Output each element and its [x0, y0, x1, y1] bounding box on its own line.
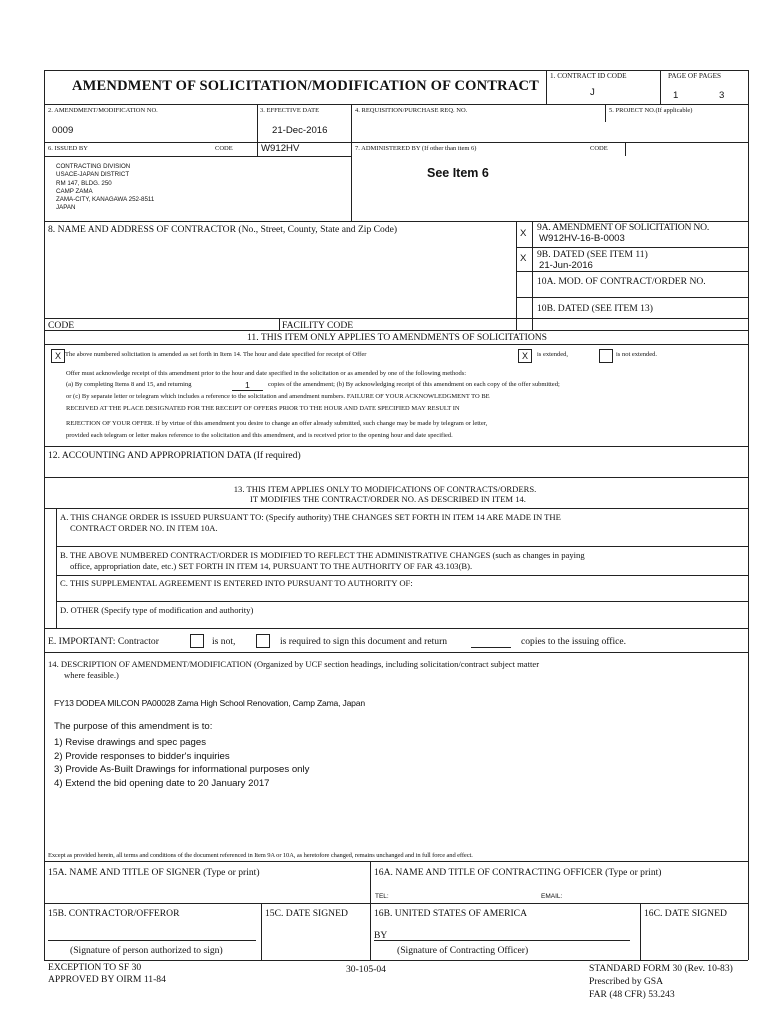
issuer-address-line: RM 147, BLDG. 250: [56, 179, 112, 187]
issued-by-code-label: CODE: [215, 145, 233, 152]
copies-underline: [471, 647, 511, 648]
code-row-label: CODE: [48, 320, 75, 331]
administered-by-label: 7. ADMINISTERED BY (If other than item 6): [355, 145, 477, 152]
item9a-checkbox[interactable]: X: [520, 228, 527, 239]
purpose-item: 3) Provide As-Built Drawings for informational purposes only: [54, 764, 310, 775]
item13-heading: IT MODIFIES THE CONTRACT/ORDER NO. AS DESCRIBED IN ITEM 14.: [250, 494, 526, 504]
purpose-item: 2) Provide responses to bidder's inquiries: [54, 750, 230, 762]
footer-far: FAR (48 CFR) 53.243: [589, 989, 675, 1000]
purpose-list: [54, 736, 309, 790]
copies-returned-underline: [232, 390, 263, 391]
item16a-label: 16A. NAME AND TITLE OF CONTRACTING OFFICER (Type or print): [374, 867, 662, 878]
project-no-label: 5. PROJECT NO.(If applicable): [609, 107, 693, 114]
effective-date: 21-Dec-2016: [272, 125, 328, 136]
see-item-6: See Item 6: [427, 166, 489, 180]
is-extended-label: is extended,: [537, 351, 569, 358]
item11-heading: 11. THIS ITEM ONLY APPLIES TO AMENDMENTS OF SOLICITATIONS: [246, 332, 548, 343]
offer-instructions-line: copies of the amendment; (b) By acknowledging receipt of this amendment on each copy of the offer submitted;: [268, 381, 560, 388]
issuer-address-line: JAPAN: [56, 204, 76, 212]
footer-exception: EXCEPTION TO SF 30: [48, 962, 142, 973]
issuer-address-line: USACE-JAPAN DISTRICT: [56, 171, 130, 179]
item9b-label: 9B. DATED (SEE ITEM 11): [537, 249, 648, 260]
item14-label: 14. DESCRIPTION OF AMENDMENT/MODIFICATION (Organized by UCF section headings, including solicitation/contract subject matter: [48, 659, 540, 669]
signature-person-caption: (Signature of person authorized to sign): [70, 945, 223, 956]
purpose-intro: The purpose of this amendment is to:: [54, 721, 213, 732]
description-title: FY13 DODEA MILCON PA00028 Zama High School Renovation, Camp Zama, Japan: [54, 698, 365, 708]
issuer-address-line: ZAMA-CITY, KANAGAWA 252-8511: [56, 196, 155, 204]
issuer-address-line: CAMP ZAMA: [56, 187, 93, 195]
is-not-checkbox[interactable]: [190, 634, 204, 648]
email-label: EMAIL:: [541, 893, 563, 900]
item13a-text: CONTRACT ORDER NO. IN ITEM 10A.: [70, 523, 218, 533]
offer-instructions-line: provided each telegram or letter makes reference to the solicitation and this amendment, and is received prior to the opening hour and date specified.: [66, 432, 453, 439]
amendment-no: 0009: [52, 125, 74, 136]
offer-instructions-line: REJECTION OF YOUR OFFER. If by virtue of this amendment you desire to change an offer already submitted, such change may be made by telegram or letter,: [66, 420, 488, 427]
item13c-text: C. THIS SUPPLEMENTAL AGREEMENT IS ENTERED INTO PURSUANT TO AUTHORITY OF:: [60, 578, 413, 588]
item14-label: where feasible.): [64, 670, 119, 680]
footer-form-number: 30-105-04: [346, 964, 386, 975]
signature-officer-caption: (Signature of Contracting Officer): [397, 945, 529, 956]
contract-id-code: J: [590, 87, 595, 98]
contractor-label: 8. NAME AND ADDRESS OF CONTRACTOR (No., Street, County, State and Zip Code): [48, 224, 398, 235]
item13-heading: 13. THIS ITEM APPLIES ONLY TO MODIFICATIONS OF CONTRACTS/ORDERS.: [233, 484, 537, 494]
issued-by-code: W912HV: [261, 143, 300, 154]
item-e-label: E. IMPORTANT: Contractor: [48, 636, 159, 647]
page-of-pages-label: PAGE OF PAGES: [668, 72, 721, 80]
copies-label: copies to the issuing office.: [521, 636, 627, 647]
offer-instructions-line: Offer must acknowledge receipt of this amendment prior to the hour and date specified in the solicitation or as amended by one of the following methods:: [66, 370, 467, 377]
footer-prescribed: Prescribed by GSA: [589, 976, 664, 987]
item15c-label: 15C. DATE SIGNED: [265, 908, 348, 919]
is-required-label: is required to sign this document and return: [280, 636, 448, 647]
officer-signature-line[interactable]: [374, 940, 630, 941]
issuer-address: [56, 163, 154, 213]
requisition-label: 4. REQUISITION/PURCHASE REQ. NO.: [355, 107, 468, 114]
purpose-item: 4) Extend the bid opening date to 20 January 2017: [54, 777, 270, 789]
item16b-label: 16B. UNITED STATES OF AMERICA: [374, 908, 528, 919]
offer-instructions-line: or (c) By separate letter or telegram which includes a reference to the solicitation and amendment numbers. FAILURE OF YOUR ACKNOWLEDGMENT TO BE: [66, 393, 490, 400]
is-extended-checkbox[interactable]: X: [518, 349, 532, 363]
offer-instructions-line: (a) By completing Items 8 and 15, and returning: [66, 381, 192, 388]
item11-checkbox[interactable]: X: [51, 349, 65, 363]
page-total: 3: [719, 90, 725, 101]
item13b-text: office, appropriation date, etc.) SET FORTH IN ITEM 14, PURSUANT TO THE AUTHORITY OF FAR 43.103(B).: [70, 561, 473, 571]
item16c-label: 16C. DATE SIGNED: [644, 908, 727, 919]
item9b-value: 21-Jun-2016: [539, 260, 593, 271]
item11-text: The above numbered solicitation is amended as set forth in Item 14. The hour and date specified for receipt of Offer: [65, 351, 367, 358]
is-not-extended-label: is not extended.: [616, 351, 657, 358]
is-not-label: is not,: [212, 636, 236, 647]
purpose-item: 1) Revise drawings and spec pages: [54, 737, 206, 748]
issued-by-label: 6. ISSUED BY: [48, 145, 88, 152]
item9a-value: W912HV-16-B-0003: [539, 233, 625, 244]
item9a-label: 9A. AMENDMENT OF SOLICITATION NO.: [537, 222, 710, 233]
copies-returned-value: 1: [245, 380, 250, 390]
footer-approved: APPROVED BY OIRM 11-84: [48, 974, 166, 985]
item13a-text: A. THIS CHANGE ORDER IS ISSUED PURSUANT TO: (Specify authority) THE CHANGES SET FORTH IN ITEM 14 ARE MADE IN THE: [60, 512, 561, 522]
offer-instructions-line: RECEIVED AT THE PLACE DESIGNATED FOR THE RECEIPT OF OFFERS PRIOR TO THE HOUR AND DATE SPECIFIED MAY RESULT IN: [66, 405, 460, 412]
item13b-text: B. THE ABOVE NUMBERED CONTRACT/ORDER IS MODIFIED TO REFLECT THE ADMINISTRATIVE CHANGES (such as changes in paying: [60, 550, 585, 560]
issuer-address-line: CONTRACTING DIVISION: [56, 163, 131, 170]
contract-id-code-label: 1. CONTRACT ID CODE: [550, 72, 627, 80]
contractor-signature-line[interactable]: [48, 940, 256, 941]
by-label: BY: [374, 930, 388, 941]
page-number: 1: [673, 90, 679, 101]
item9b-checkbox[interactable]: X: [520, 253, 527, 264]
is-required-checkbox[interactable]: [256, 634, 270, 648]
item10b-label: 10B. DATED (SEE ITEM 13): [537, 303, 653, 314]
form-title: AMENDMENT OF SOLICITATION/MODIFICATION OF CONTRACT: [72, 78, 540, 94]
effective-date-label: 3. EFFECTIVE DATE: [260, 107, 320, 114]
footer-standard-form: STANDARD FORM 30 (Rev. 10-83): [589, 963, 733, 974]
tel-label: TEL:: [375, 893, 389, 900]
except-text: Except as provided herein, all terms and conditions of the document referenced in Item 9A or 10A, as heretofore changed, remains unchanged and in full force and effect.: [48, 852, 473, 859]
administered-code-label: CODE: [590, 145, 608, 152]
item15b-label: 15B. CONTRACTOR/OFFEROR: [48, 908, 180, 919]
facility-code-label: FACILITY CODE: [282, 320, 354, 331]
item15a-label: 15A. NAME AND TITLE OF SIGNER (Type or print): [48, 867, 260, 878]
is-not-extended-checkbox[interactable]: [599, 349, 613, 363]
item12-label: 12. ACCOUNTING AND APPROPRIATION DATA (If required): [48, 450, 301, 461]
item10a-label: 10A. MOD. OF CONTRACT/ORDER NO.: [537, 276, 706, 287]
amendment-no-label: 2. AMENDMENT/MODIFICATION NO.: [48, 107, 158, 114]
item13d-text: D. OTHER (Specify type of modification and authority): [60, 605, 254, 615]
